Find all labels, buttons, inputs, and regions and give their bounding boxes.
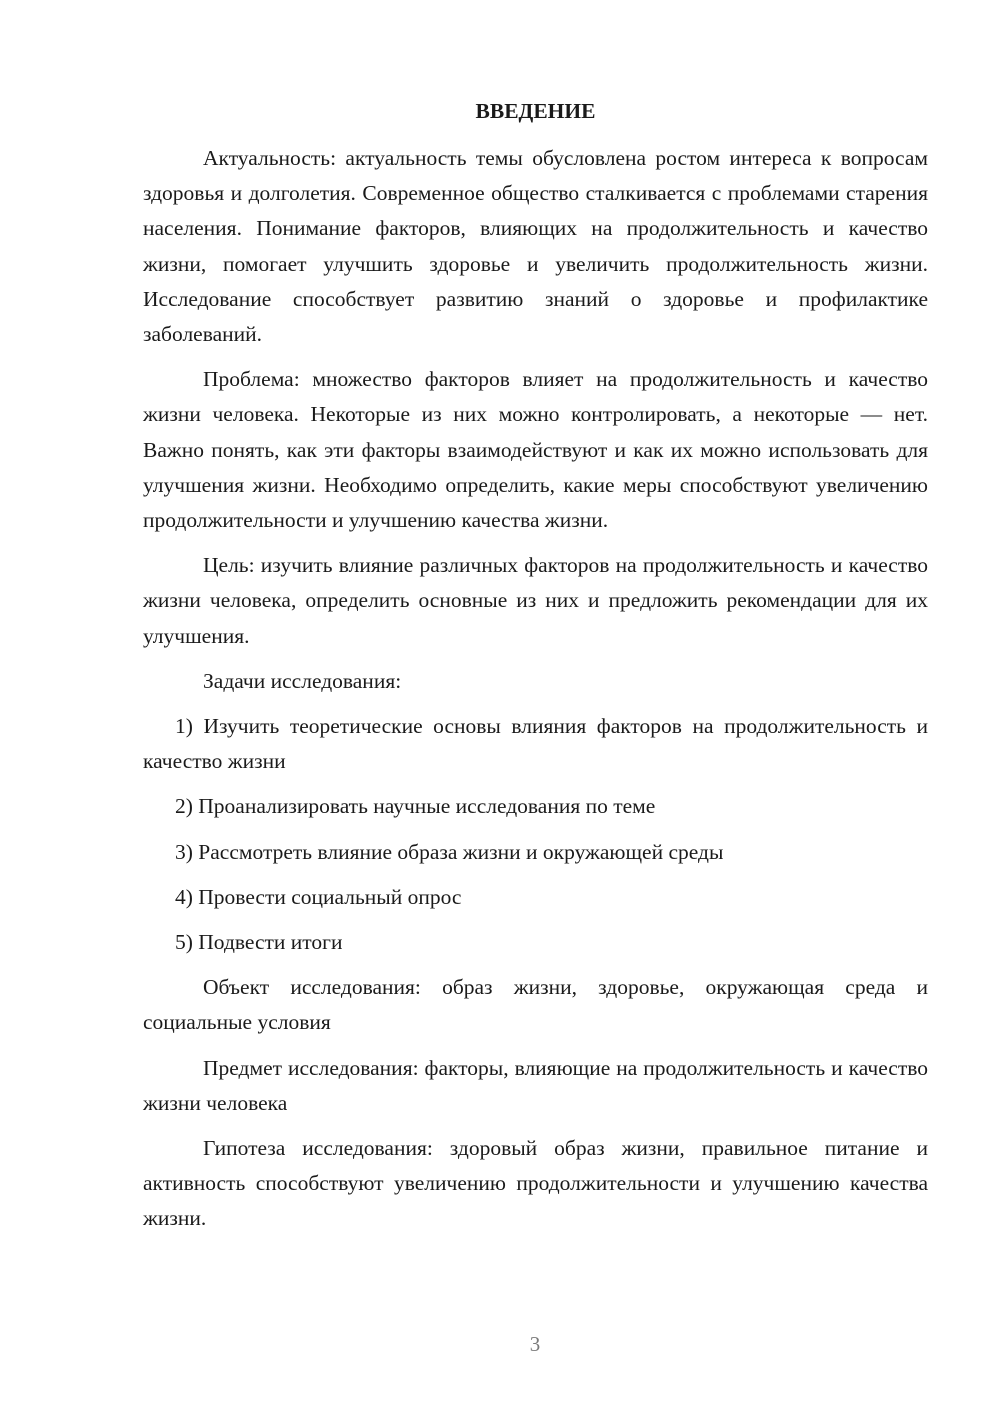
paragraph-relevance: Актуальность: актуальность темы обусловлена ростом интереса к вопросам здоровья и долголетия. Современное общество сталкивается с проблемами старения населения. Понимание факторов, влияющих на продолжительность и качество жизни, помогает улучшить здоровье и увеличить продолжительность жизни. Исследование способствует развитию знаний о здоровье и профилактике заболеваний.: [143, 146, 928, 347]
paragraph-subject: Предмет исследования: факторы, влияющие на продолжительность и качество жизни человека: [143, 1055, 928, 1115]
paragraph-problem: Проблема: множество факторов влияет на продолжительность и качество жизни человека. Некоторые из них можно контролировать, а некоторые — нет. Важно понять, как эти факторы взаимодействуют и как их можно использовать для улучшения жизни. Необходимо определить, какие меры способствуют увеличению продолжительности и улучшению качества жизни.: [143, 367, 928, 533]
task-item-1: 1) Изучить теоретические основы влияния факторов на продолжительность и качество жизни: [143, 714, 928, 774]
paragraph-goal: Цель: изучить влияние различных факторов на продолжительность и качество жизни человека, определить основные из них и предложить рекомендации для их улучшения.: [143, 553, 928, 648]
document-body: [143, 95, 928, 1247]
page-title: ВВЕДЕНИЕ: [475, 99, 596, 123]
task-item-3: 3) Рассмотреть влияние образа жизни и окружающей среды: [175, 839, 724, 864]
page-number: 3: [529, 1332, 541, 1356]
paragraph-object: Объект исследования: образ жизни, здоровье, окружающая среда и социальные условия: [143, 975, 928, 1035]
task-item-4: 4) Провести социальный опрос: [175, 884, 462, 909]
task-item-5: 5) Подвести итоги: [175, 930, 343, 955]
task-item-2: 2) Проанализировать научные исследования по теме: [175, 794, 656, 819]
tasks-heading: Задачи исследования:: [203, 668, 402, 693]
paragraph-hypothesis: Гипотеза исследования: здоровый образ жизни, правильное питание и активность способствуют увеличению продолжительности и улучшению качества жизни.: [143, 1136, 928, 1231]
